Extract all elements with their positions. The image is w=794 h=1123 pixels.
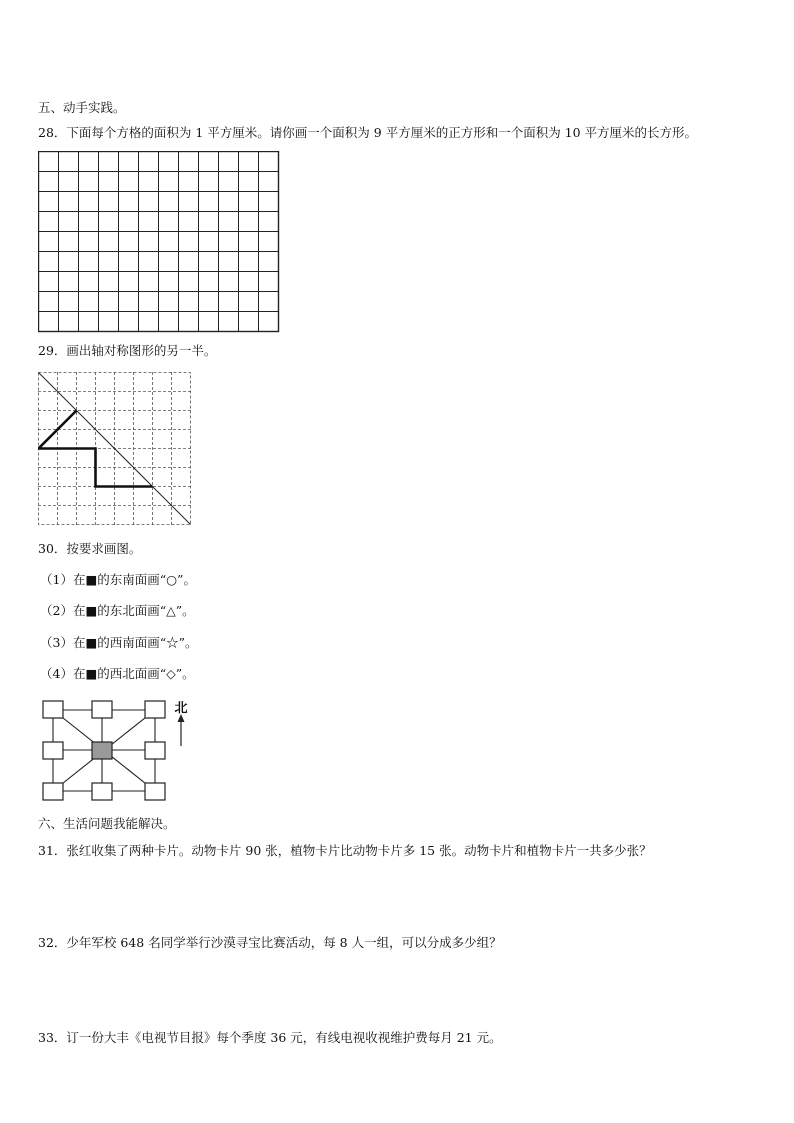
box-southwest <box>43 783 63 800</box>
question-32: 32．少年军校 648 名同学举行沙漠寻宝比赛活动，每 8 人一组，可以分成多少组？ <box>38 935 502 950</box>
box-south <box>92 783 112 800</box>
box-east <box>145 742 165 759</box>
box-west <box>43 742 63 759</box>
question-29: 29．画出轴对称图形的另一半。 <box>38 343 217 358</box>
question-30-item-4: （4）在■的西北面画“◇”。 <box>40 666 195 681</box>
question-33: 33．订一份大丰《电视节目报》每个季度 36 元，有线电视收视维护费每月 21 元。 <box>38 1030 502 1045</box>
question-30-item-1: （1）在■的东南面画“○”。 <box>40 572 196 587</box>
box-northeast <box>145 701 165 718</box>
direction-diagram <box>38 697 198 803</box>
question-30-item-2: （2）在■的东北面画“△”。 <box>40 603 195 618</box>
north-label: 北 <box>174 701 188 716</box>
box-southeast <box>145 783 165 800</box>
box-center-shaded <box>92 742 112 759</box>
box-north <box>92 701 112 718</box>
box-northwest <box>43 701 63 718</box>
question-28: 28．下面每个方格的面积为 1 平方厘米。请你画一个面积为 9 平方厘米的正方形和一个面积为 10 平方厘米的长方形。 <box>38 125 698 140</box>
question-30-item-3: （3）在■的西南面画“☆”。 <box>40 635 198 650</box>
square-grid <box>38 151 280 333</box>
question-30: 30．按要求画图。 <box>38 541 142 556</box>
north-arrow <box>178 714 185 746</box>
section-6-title: 六、生活问题我能解决。 <box>38 816 176 831</box>
section-5-title: 五、动手实践。 <box>38 100 126 115</box>
question-31: 31．张红收集了两种卡片。动物卡片 90 张，植物卡片比动物卡片多 15 张。动物卡片和植物卡片一共多少张？ <box>38 843 652 858</box>
symmetry-figure <box>38 372 193 527</box>
